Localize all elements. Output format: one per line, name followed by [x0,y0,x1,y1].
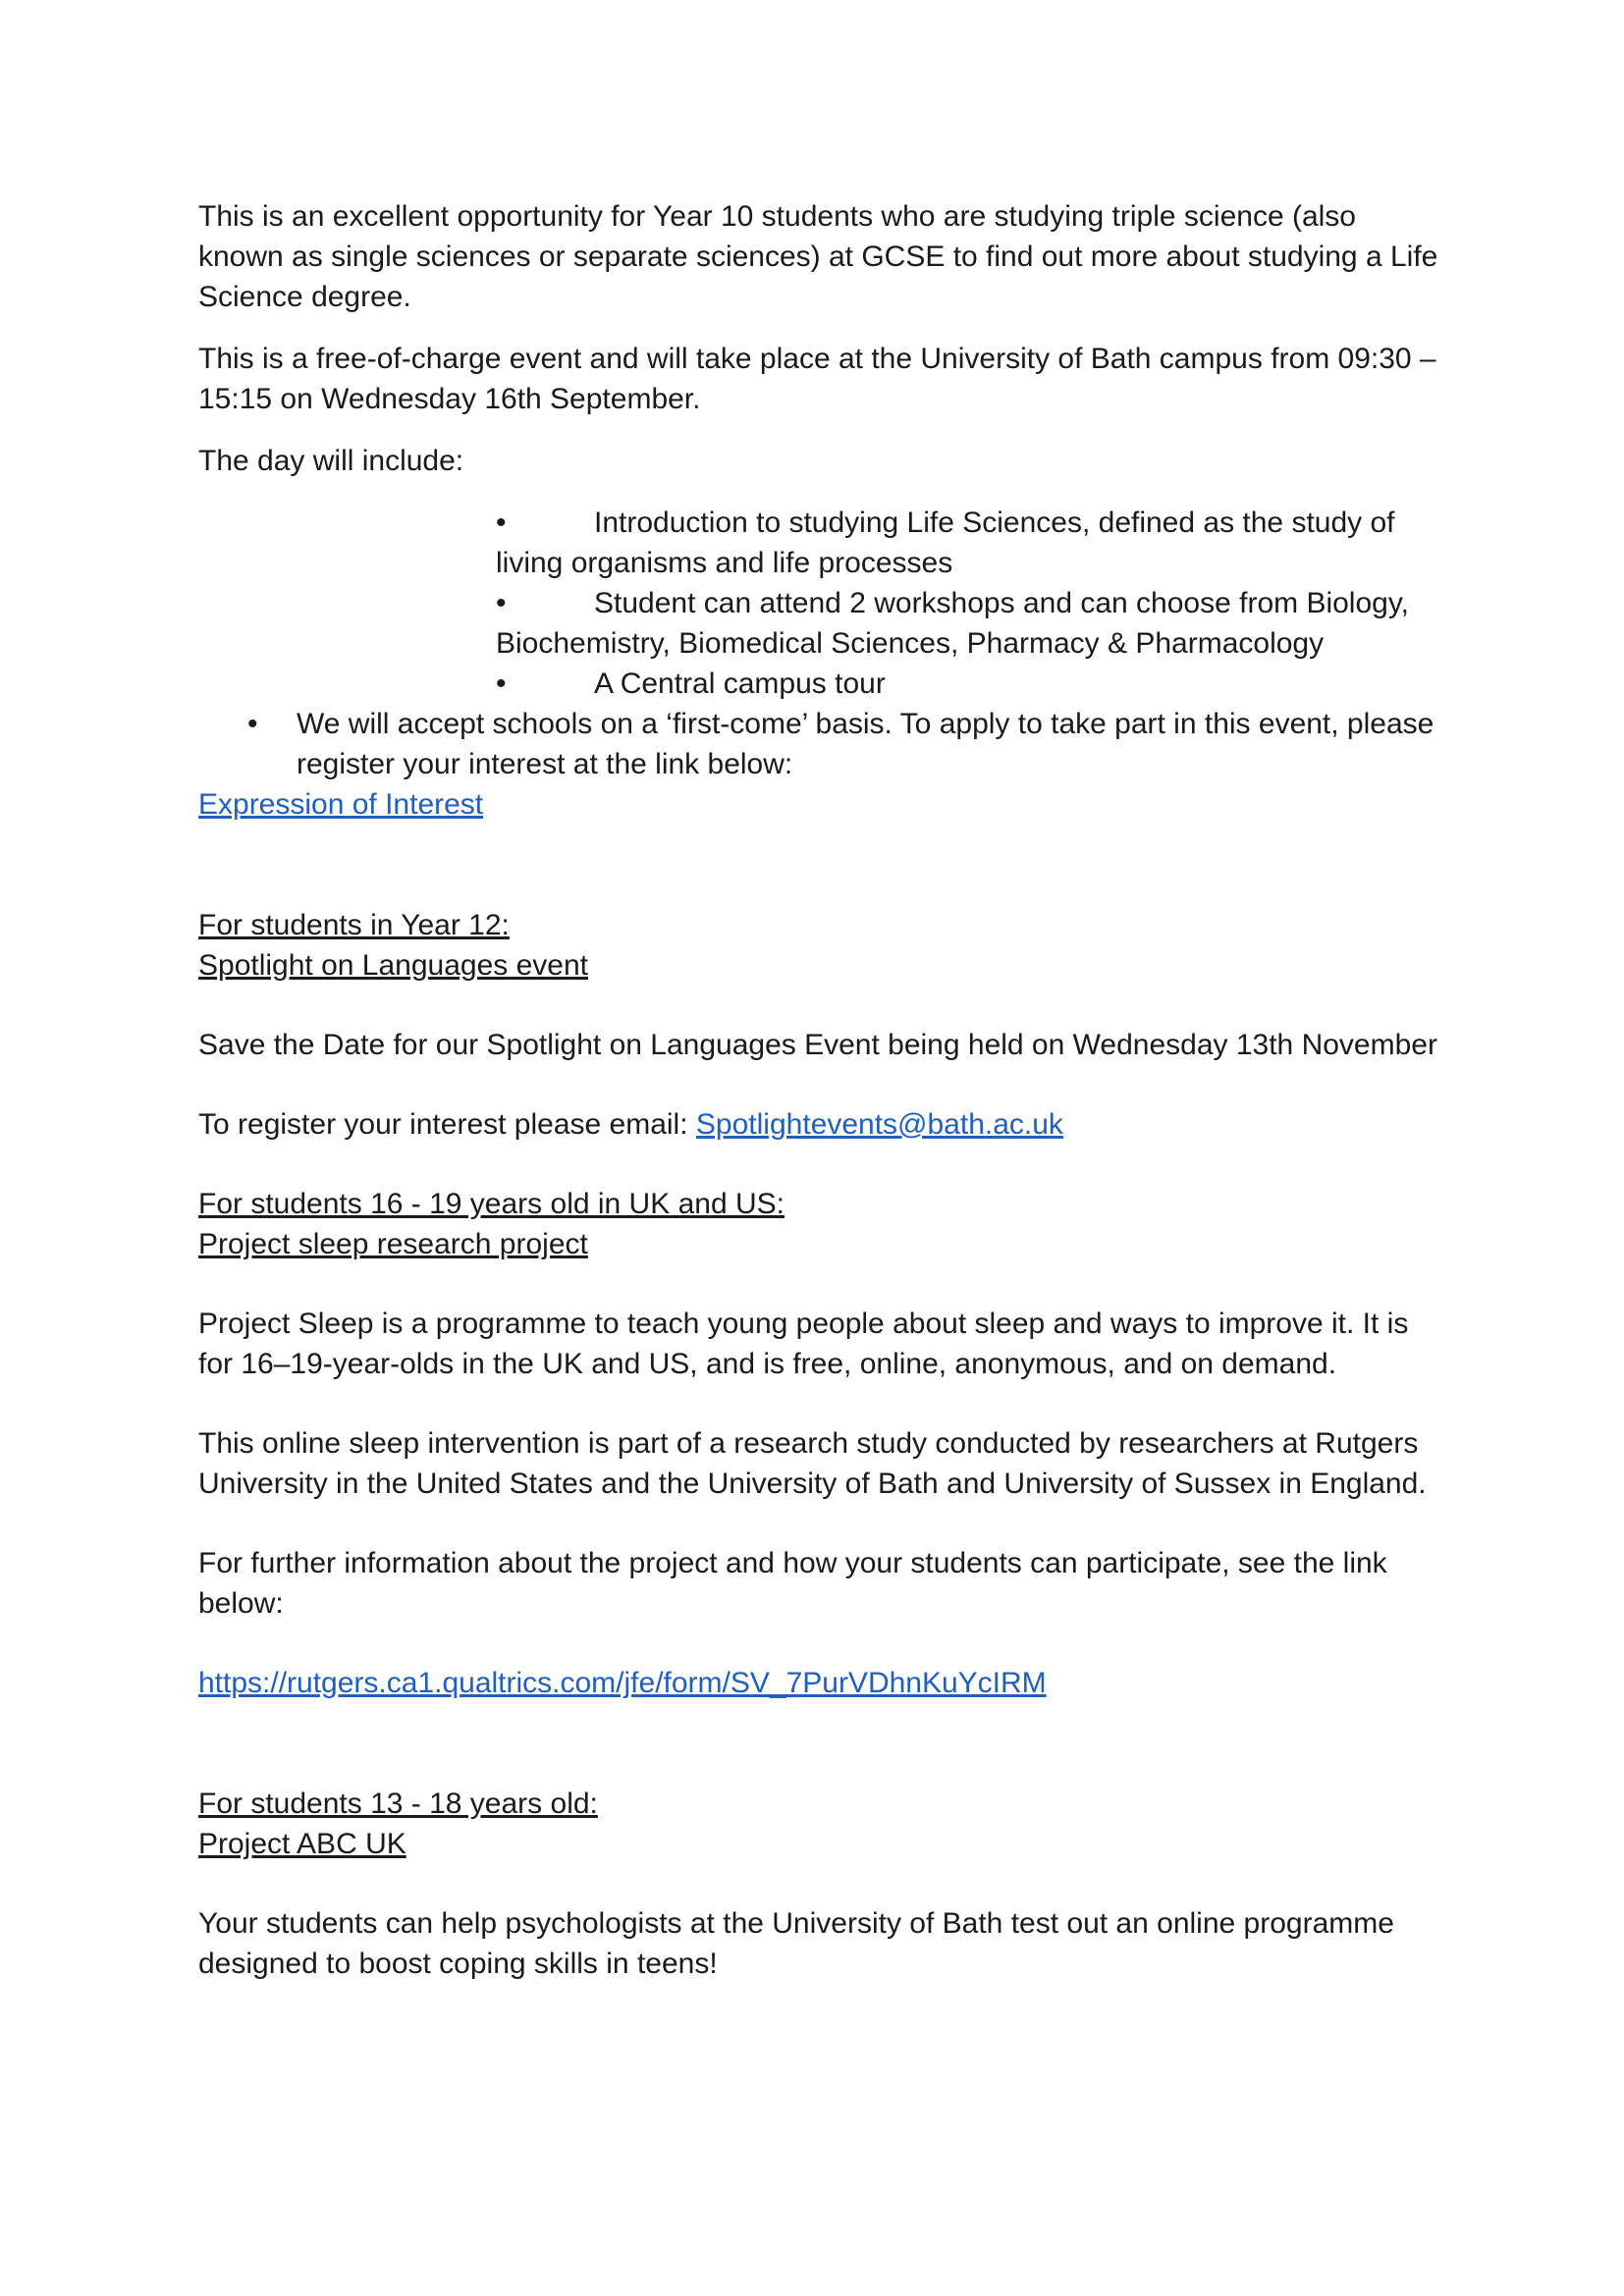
intro-paragraph-1: This is an excellent opportunity for Year 10 students who are studying triple science (also known as single sciences or separate sciences) at GCSE to find out more about studying a Life Science degree. [198,200,1438,313]
list-item-text: Student can attend 2 workshops and can choose from Biology, Biochemistry, Biomedical Sciences, Pharmacy & Pharmacology [496,587,1409,660]
qualtrics-link[interactable]: https://rutgers.ca1.qualtrics.com/jfe/form/SV_7PurVDhnKuYcIRM [198,1667,1047,1699]
list-item [496,664,1445,704]
intro-paragraph-3: The day will include: [198,445,464,477]
spotlight-email-link[interactable]: Spotlightevents@bath.ac.uk [695,1108,1063,1141]
list-item [496,503,1445,583]
list-item [496,583,1445,664]
day-includes-list [496,503,1445,704]
sleep-paragraph-2: This online sleep intervention is part of a research study conducted by researchers at Rutgers University in the United States and the University of Bath and University of Sussex in England. [198,1427,1427,1500]
languages-heading-2: Spotlight on Languages event [198,949,588,982]
intro-paragraph-2: This is a free-of-charge event and will take place at the University of Bath campus from 09:30 – 15:15 on Wednesday 16th September. [198,343,1436,415]
languages-paragraph-1: Save the Date for our Spotlight on Languages Event being held on Wednesday 13th November [198,1029,1437,1061]
abc-heading-1: For students 13 - 18 years old: [198,1788,598,1820]
register-text: To register your interest please email: [198,1108,696,1141]
sleep-paragraph-1: Project Sleep is a programme to teach young people about sleep and ways to improve it. It is for 16–19-year-olds in the UK and US, and is free, online, anonymous, and on demand. [198,1308,1409,1380]
list-item [198,704,1445,784]
accept-text: We will accept schools on a ‘first-come’ basis. To apply to take part in this event, please register your interest at the link below: [297,708,1435,780]
languages-paragraph-2 [198,1104,1445,1145]
bullet-icon: • [247,708,258,740]
languages-heading-1: For students in Year 12: [198,909,510,941]
bullet-icon: • [496,667,507,700]
list-item-text: Introduction to studying Life Sciences, defined as the study of living organisms and life processes [496,507,1395,579]
bullet-icon: • [496,507,507,539]
accept-list [198,704,1445,784]
sleep-paragraph-3: For further information about the project and how your students can participate, see the link below: [198,1547,1387,1620]
expression-of-interest-link[interactable]: Expression of Interest [198,788,484,821]
document-page [198,196,1445,1984]
abc-paragraph-1: Your students can help psychologists at the University of Bath test out an online programme designed to boost coping skills in teens! [198,1907,1394,1980]
list-item-text: A Central campus tour [594,667,886,700]
sleep-heading-2: Project sleep research project [198,1228,588,1260]
sleep-heading-1: For students 16 - 19 years old in UK and US: [198,1188,785,1220]
bullet-icon: • [496,587,507,619]
abc-heading-2: Project ABC UK [198,1828,406,1860]
